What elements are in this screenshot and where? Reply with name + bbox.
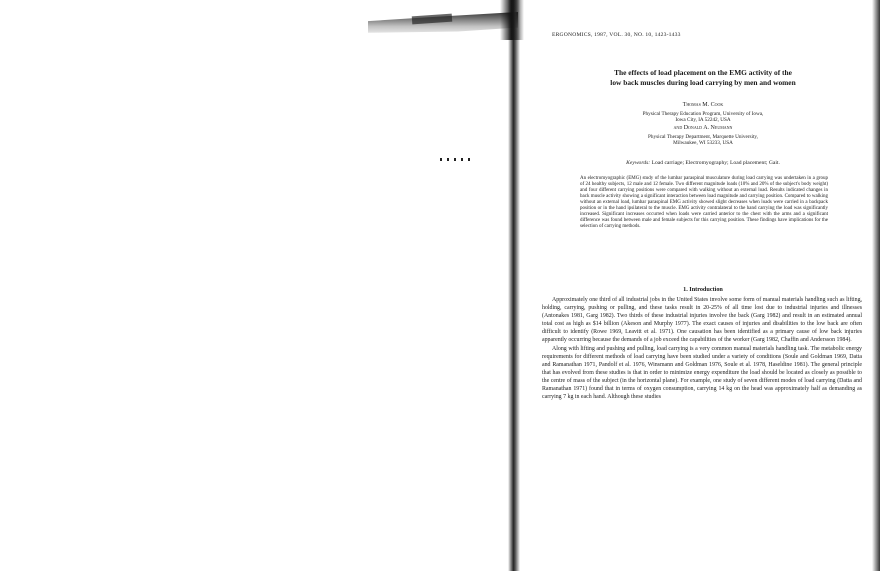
keywords-line [540,160,866,166]
article-page [540,28,866,564]
title-line: The effects of load placement on the EMG activity of the [614,68,792,77]
affiliation-line: Milwaukee, WI 53233, USA [673,140,733,146]
affiliation-line: Iowa City, IA 52242, USA [675,117,731,123]
article-title [540,68,866,88]
keywords-text: Load carriage; Electromyography; Load placement; Gait. [651,160,780,166]
abstract: An electromyographic (EMG) study of the lumbar paraspinal musculature during load carrying was undertaken in a group of 24 healthy subjects, 12 male and 12 female. Two different magnitude loads (10% and 20% of the subject's body weight) and four different carrying positions were compared with walking without an external load. Results indicated changes in back muscle activity showing a significant interaction between load magnitude and carrying position. Compared to walking without an external load, lumbar paraspinal EMG activity showed slight decreases when loads were carried in a backpack position or in the hand ipsilateral to the muscle. EMG activity contralateral to the hand carrying the load was significantly increased. Significant increases occurred when loads were carried anterior to the chest with the arms and a significant difference was found between male and female subjects for this carrying position. These findings have implications for the selection of carrying methods. [580,176,828,230]
title-line: low back muscles during load carrying by men and women [610,78,796,87]
page-edge-shadow [872,0,880,571]
body-paragraph: Along with lifting and pushing and pulling, load carrying is a very common manual materials handling task. The metabolic energy requirements for different methods of load carrying have been studied under a variety of conditions (Soule and Goldman 1969, Datta and Ramanathan 1971, Pandolf et al. 1976, Winsmann and Goldman 1976, Soule et al. 1978, Haseldine 1981). The general principle that has evolved from these studies is that in order to minimize energy expenditure the load should be located as closely as possible to the centre of mass of the subject (in the horizontal plane). For example, one study of seven different modes of load carrying (Datta and Ramanathan 1971) found that in terms of oxygen consumption, carrying 14 kg on the head was approximately half as demanding as carrying 7 kg in each hand. Although these studies [542,345,862,401]
section-heading: 1. Introduction [683,286,723,293]
scan-dust-mark [440,158,470,161]
binding-gutter [508,0,520,571]
body-text [542,296,862,401]
affiliation-line: Physical Therapy Education Program, University of Iowa, [642,111,764,117]
author-name: and Donald A. Neumann [673,125,733,131]
keywords-label: Keywords: [626,160,651,166]
running-head: ERGONOMICS, 1987, VOL. 30, NO. 10, 1423-1433 [552,32,681,38]
affiliation-line: Physical Therapy Department, Marquette University, [648,134,758,140]
body-paragraph: Approximately one third of all industrial jobs in the United States involve some form of manual materials handling such as lifting, holding, carrying, pushing or pulling, and these tasks result in 20-25% of all time lost due to industrial injuries and illnesses (Antonakes 1981, Garg 1982). Two thirds of these industrial injuries involve the back (Garg 1982) and result in an estimated annual total cost as high as $14 billion (Akeson and Murphy 1977). The exact causes of injuries and disabilities to the low back are often difficult to identify (Rowe 1969, Leavitt et al. 1971). One causation has been identified as a primary cause of low back injuries apparently occurring because the demands of a job exceed the capabilities of the worker (Garg 1982, Chaffin and Andersson 1984). [542,297,862,344]
author-name: Thomas M. Cook [682,102,724,108]
